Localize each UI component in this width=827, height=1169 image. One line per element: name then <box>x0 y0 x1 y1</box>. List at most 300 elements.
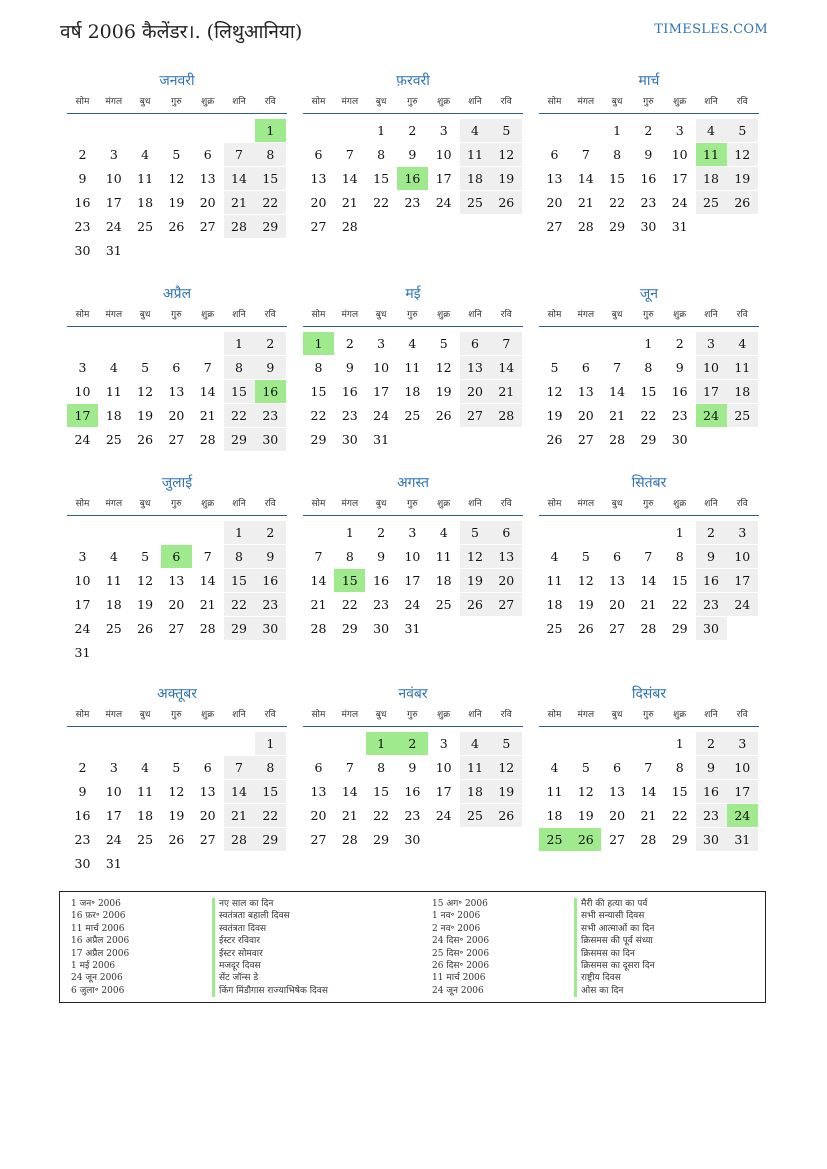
day-cell[interactable]: 5 <box>581 549 590 564</box>
day-cell[interactable]: 8 <box>224 545 255 568</box>
day-cell[interactable]: 22 <box>224 404 255 427</box>
day-cell[interactable]: 29 <box>310 432 327 447</box>
day-cell[interactable]: 21 <box>341 808 358 823</box>
day-cell[interactable]: 15 <box>671 573 688 588</box>
day-cell[interactable]: 10 <box>671 147 688 162</box>
day-cell[interactable]: 5 <box>581 760 590 775</box>
day-cell[interactable]: 26 <box>491 191 522 214</box>
day-cell[interactable]: 25 <box>105 432 122 447</box>
day-cell[interactable]: 8 <box>644 360 653 375</box>
day-cell[interactable]: 13 <box>460 356 491 379</box>
day-cell[interactable]: 30 <box>255 428 286 451</box>
day-cell[interactable]: 24 <box>105 219 122 234</box>
day-cell[interactable]: 23 <box>255 404 286 427</box>
day-cell[interactable]: 23 <box>640 195 657 210</box>
day-cell[interactable]: 22 <box>310 408 327 423</box>
day-cell[interactable]: 25 <box>460 191 491 214</box>
day-cell[interactable]: 7 <box>644 549 653 564</box>
day-cell[interactable]: 19 <box>168 808 185 823</box>
day-cell[interactable]: 11 <box>105 384 122 399</box>
day-cell[interactable]: 24 <box>74 432 91 447</box>
day-cell[interactable]: 3 <box>696 332 727 355</box>
day-cell[interactable]: 24 <box>105 832 122 847</box>
day-cell[interactable]: 4 <box>141 147 150 162</box>
day-cell[interactable]: 12 <box>435 360 452 375</box>
day-cell[interactable]: 15 <box>640 384 657 399</box>
day-cell[interactable]: 8 <box>345 549 354 564</box>
day-cell[interactable]: 15 <box>373 784 390 799</box>
day-cell[interactable]: 30 <box>696 617 727 640</box>
day-cell[interactable]: 13 <box>609 784 626 799</box>
day-cell[interactable]: 12 <box>460 545 491 568</box>
day-cell[interactable]: 24 <box>74 621 91 636</box>
day-cell[interactable]: 10 <box>696 356 727 379</box>
day-cell[interactable]: 16 <box>373 573 390 588</box>
day-cell[interactable]: 17 <box>404 573 421 588</box>
day-cell[interactable]: 3 <box>727 521 758 544</box>
day-cell[interactable]: 9 <box>644 147 653 162</box>
day-cell[interactable]: 27 <box>168 432 185 447</box>
day-cell[interactable]: 26 <box>577 621 594 636</box>
day-cell[interactable]: 18 <box>137 808 154 823</box>
holiday-day-cell[interactable]: 24 <box>696 404 727 427</box>
day-cell[interactable]: 7 <box>345 760 354 775</box>
day-cell[interactable]: 29 <box>640 432 657 447</box>
day-cell[interactable]: 20 <box>310 195 327 210</box>
day-cell[interactable]: 5 <box>460 521 491 544</box>
day-cell[interactable]: 26 <box>546 432 563 447</box>
day-cell[interactable]: 28 <box>609 432 626 447</box>
day-cell[interactable]: 20 <box>199 808 216 823</box>
day-cell[interactable]: 22 <box>224 593 255 616</box>
day-cell[interactable]: 6 <box>613 760 622 775</box>
day-cell[interactable]: 30 <box>373 621 390 636</box>
day-cell[interactable]: 10 <box>74 573 91 588</box>
day-cell[interactable]: 17 <box>373 384 390 399</box>
day-cell[interactable]: 6 <box>203 147 212 162</box>
holiday-day-cell[interactable]: 1 <box>303 332 334 355</box>
day-cell[interactable]: 17 <box>727 569 758 592</box>
day-cell[interactable]: 31 <box>671 219 688 234</box>
day-cell[interactable]: 6 <box>460 332 491 355</box>
day-cell[interactable]: 2 <box>696 732 727 755</box>
day-cell[interactable]: 16 <box>671 384 688 399</box>
day-cell[interactable]: 26 <box>460 593 491 616</box>
day-cell[interactable]: 15 <box>224 569 255 592</box>
day-cell[interactable]: 7 <box>314 549 323 564</box>
day-cell[interactable]: 21 <box>609 408 626 423</box>
day-cell[interactable]: 6 <box>581 360 590 375</box>
day-cell[interactable]: 30 <box>341 432 358 447</box>
day-cell[interactable]: 13 <box>168 384 185 399</box>
day-cell[interactable]: 6 <box>314 760 323 775</box>
day-cell[interactable]: 5 <box>550 360 559 375</box>
day-cell[interactable]: 16 <box>404 784 421 799</box>
day-cell[interactable]: 19 <box>546 408 563 423</box>
day-cell[interactable]: 31 <box>74 645 91 660</box>
day-cell[interactable]: 12 <box>491 756 522 779</box>
day-cell[interactable]: 9 <box>408 760 417 775</box>
day-cell[interactable]: 18 <box>435 573 452 588</box>
day-cell[interactable]: 5 <box>141 360 150 375</box>
brand-link[interactable]: TIMESLES.COM <box>654 22 768 37</box>
day-cell[interactable]: 5 <box>172 760 181 775</box>
day-cell[interactable]: 15 <box>255 780 286 803</box>
day-cell[interactable]: 8 <box>613 147 622 162</box>
day-cell[interactable]: 18 <box>696 167 727 190</box>
day-cell[interactable]: 27 <box>577 432 594 447</box>
day-cell[interactable]: 6 <box>172 360 181 375</box>
day-cell[interactable]: 21 <box>341 195 358 210</box>
day-cell[interactable]: 8 <box>675 760 684 775</box>
day-cell[interactable]: 31 <box>404 621 421 636</box>
day-cell[interactable]: 9 <box>408 147 417 162</box>
day-cell[interactable]: 18 <box>105 408 122 423</box>
day-cell[interactable]: 12 <box>546 384 563 399</box>
day-cell[interactable]: 19 <box>577 597 594 612</box>
day-cell[interactable]: 1 <box>345 525 354 540</box>
day-cell[interactable]: 15 <box>310 384 327 399</box>
day-cell[interactable]: 7 <box>203 549 212 564</box>
day-cell[interactable]: 15 <box>373 171 390 186</box>
day-cell[interactable]: 21 <box>224 804 255 827</box>
day-cell[interactable]: 8 <box>224 356 255 379</box>
day-cell[interactable]: 20 <box>609 597 626 612</box>
day-cell[interactable]: 1 <box>644 336 653 351</box>
day-cell[interactable]: 20 <box>577 408 594 423</box>
day-cell[interactable]: 23 <box>74 219 91 234</box>
day-cell[interactable]: 4 <box>550 549 559 564</box>
day-cell[interactable]: 13 <box>546 171 563 186</box>
holiday-day-cell[interactable]: 25 <box>539 828 570 851</box>
day-cell[interactable]: 16 <box>74 195 91 210</box>
day-cell[interactable]: 8 <box>675 549 684 564</box>
day-cell[interactable]: 27 <box>609 621 626 636</box>
day-cell[interactable]: 9 <box>696 756 727 779</box>
day-cell[interactable]: 14 <box>199 573 216 588</box>
day-cell[interactable]: 2 <box>345 336 354 351</box>
day-cell[interactable]: 29 <box>255 828 286 851</box>
day-cell[interactable]: 13 <box>310 784 327 799</box>
day-cell[interactable]: 15 <box>609 171 626 186</box>
day-cell[interactable]: 12 <box>577 784 594 799</box>
day-cell[interactable]: 13 <box>577 384 594 399</box>
day-cell[interactable]: 20 <box>168 597 185 612</box>
day-cell[interactable]: 28 <box>199 621 216 636</box>
day-cell[interactable]: 29 <box>609 219 626 234</box>
day-cell[interactable]: 19 <box>435 384 452 399</box>
day-cell[interactable]: 22 <box>640 408 657 423</box>
holiday-day-cell[interactable]: 26 <box>570 828 601 851</box>
day-cell[interactable]: 7 <box>345 147 354 162</box>
day-cell[interactable]: 3 <box>675 123 684 138</box>
day-cell[interactable]: 17 <box>696 380 727 403</box>
day-cell[interactable]: 23 <box>341 408 358 423</box>
day-cell[interactable]: 3 <box>439 736 448 751</box>
day-cell[interactable]: 31 <box>105 243 122 258</box>
day-cell[interactable]: 7 <box>613 360 622 375</box>
day-cell[interactable]: 19 <box>727 167 758 190</box>
day-cell[interactable]: 2 <box>78 760 87 775</box>
day-cell[interactable]: 28 <box>491 404 522 427</box>
day-cell[interactable]: 25 <box>435 597 452 612</box>
day-cell[interactable]: 14 <box>341 171 358 186</box>
day-cell[interactable]: 27 <box>460 404 491 427</box>
day-cell[interactable]: 17 <box>727 780 758 803</box>
day-cell[interactable]: 21 <box>224 191 255 214</box>
day-cell[interactable]: 2 <box>255 332 286 355</box>
day-cell[interactable]: 10 <box>74 384 91 399</box>
day-cell[interactable]: 11 <box>435 549 452 564</box>
day-cell[interactable]: 20 <box>460 380 491 403</box>
day-cell[interactable]: 3 <box>727 732 758 755</box>
day-cell[interactable]: 20 <box>168 408 185 423</box>
day-cell[interactable]: 22 <box>671 597 688 612</box>
day-cell[interactable]: 18 <box>105 597 122 612</box>
day-cell[interactable]: 25 <box>696 191 727 214</box>
day-cell[interactable]: 7 <box>581 147 590 162</box>
day-cell[interactable]: 19 <box>577 808 594 823</box>
day-cell[interactable]: 22 <box>255 191 286 214</box>
day-cell[interactable]: 3 <box>408 525 417 540</box>
day-cell[interactable]: 21 <box>577 195 594 210</box>
day-cell[interactable]: 29 <box>224 428 255 451</box>
day-cell[interactable]: 27 <box>310 219 327 234</box>
day-cell[interactable]: 11 <box>137 171 154 186</box>
day-cell[interactable]: 18 <box>727 380 758 403</box>
day-cell[interactable]: 27 <box>609 832 626 847</box>
day-cell[interactable]: 4 <box>727 332 758 355</box>
holiday-day-cell[interactable]: 2 <box>397 732 428 755</box>
day-cell[interactable]: 8 <box>377 147 386 162</box>
day-cell[interactable]: 2 <box>675 336 684 351</box>
day-cell[interactable]: 28 <box>640 832 657 847</box>
day-cell[interactable]: 28 <box>341 832 358 847</box>
day-cell[interactable]: 11 <box>404 360 421 375</box>
day-cell[interactable]: 7 <box>644 760 653 775</box>
day-cell[interactable]: 26 <box>727 191 758 214</box>
holiday-day-cell[interactable]: 6 <box>161 545 192 568</box>
day-cell[interactable]: 16 <box>696 569 727 592</box>
day-cell[interactable]: 30 <box>640 219 657 234</box>
day-cell[interactable]: 30 <box>74 243 91 258</box>
day-cell[interactable]: 29 <box>341 621 358 636</box>
day-cell[interactable]: 15 <box>671 784 688 799</box>
day-cell[interactable]: 26 <box>137 432 154 447</box>
day-cell[interactable]: 3 <box>377 336 386 351</box>
day-cell[interactable]: 4 <box>460 732 491 755</box>
day-cell[interactable]: 4 <box>460 119 491 142</box>
day-cell[interactable]: 11 <box>546 573 563 588</box>
day-cell[interactable]: 21 <box>199 597 216 612</box>
day-cell[interactable]: 16 <box>696 780 727 803</box>
day-cell[interactable]: 26 <box>491 804 522 827</box>
day-cell[interactable]: 19 <box>491 167 522 190</box>
day-cell[interactable]: 10 <box>435 147 452 162</box>
day-cell[interactable]: 8 <box>377 760 386 775</box>
day-cell[interactable]: 9 <box>696 545 727 568</box>
day-cell[interactable]: 21 <box>491 380 522 403</box>
day-cell[interactable]: 10 <box>435 760 452 775</box>
day-cell[interactable]: 22 <box>341 597 358 612</box>
holiday-day-cell[interactable]: 16 <box>397 167 428 190</box>
day-cell[interactable]: 9 <box>345 360 354 375</box>
day-cell[interactable]: 5 <box>172 147 181 162</box>
day-cell[interactable]: 4 <box>408 336 417 351</box>
day-cell[interactable]: 10 <box>404 549 421 564</box>
day-cell[interactable]: 3 <box>78 549 87 564</box>
day-cell[interactable]: 14 <box>609 384 626 399</box>
day-cell[interactable]: 6 <box>314 147 323 162</box>
holiday-day-cell[interactable]: 1 <box>366 732 397 755</box>
holiday-day-cell[interactable]: 24 <box>727 804 758 827</box>
day-cell[interactable]: 6 <box>613 549 622 564</box>
day-cell[interactable]: 14 <box>491 356 522 379</box>
holiday-day-cell[interactable]: 1 <box>255 119 286 142</box>
day-cell[interactable]: 30 <box>74 856 91 871</box>
day-cell[interactable]: 31 <box>727 828 758 851</box>
day-cell[interactable]: 28 <box>199 432 216 447</box>
day-cell[interactable]: 25 <box>105 621 122 636</box>
day-cell[interactable]: 25 <box>137 832 154 847</box>
day-cell[interactable]: 14 <box>640 573 657 588</box>
day-cell[interactable]: 27 <box>199 832 216 847</box>
day-cell[interactable]: 5 <box>439 336 448 351</box>
day-cell[interactable]: 7 <box>224 143 255 166</box>
day-cell[interactable]: 12 <box>137 384 154 399</box>
day-cell[interactable]: 12 <box>577 573 594 588</box>
day-cell[interactable]: 17 <box>671 171 688 186</box>
day-cell[interactable]: 25 <box>727 404 758 427</box>
day-cell[interactable]: 22 <box>671 808 688 823</box>
day-cell[interactable]: 9 <box>255 545 286 568</box>
day-cell[interactable]: 14 <box>577 171 594 186</box>
day-cell[interactable]: 2 <box>78 147 87 162</box>
day-cell[interactable]: 1 <box>675 525 684 540</box>
holiday-day-cell[interactable]: 15 <box>334 569 365 592</box>
day-cell[interactable]: 27 <box>199 219 216 234</box>
day-cell[interactable]: 19 <box>460 569 491 592</box>
day-cell[interactable]: 15 <box>255 167 286 190</box>
day-cell[interactable]: 14 <box>199 384 216 399</box>
day-cell[interactable]: 2 <box>644 123 653 138</box>
day-cell[interactable]: 27 <box>546 219 563 234</box>
day-cell[interactable]: 17 <box>105 808 122 823</box>
day-cell[interactable]: 13 <box>168 573 185 588</box>
day-cell[interactable]: 3 <box>439 123 448 138</box>
day-cell[interactable]: 13 <box>199 171 216 186</box>
day-cell[interactable]: 23 <box>696 804 727 827</box>
day-cell[interactable]: 7 <box>203 360 212 375</box>
day-cell[interactable]: 1 <box>224 332 255 355</box>
day-cell[interactable]: 25 <box>137 219 154 234</box>
day-cell[interactable]: 27 <box>310 832 327 847</box>
day-cell[interactable]: 21 <box>199 408 216 423</box>
day-cell[interactable]: 21 <box>640 808 657 823</box>
day-cell[interactable]: 23 <box>74 832 91 847</box>
day-cell[interactable]: 27 <box>491 593 522 616</box>
day-cell[interactable]: 17 <box>105 195 122 210</box>
day-cell[interactable]: 4 <box>696 119 727 142</box>
day-cell[interactable]: 16 <box>341 384 358 399</box>
day-cell[interactable]: 23 <box>404 195 421 210</box>
day-cell[interactable]: 15 <box>224 380 255 403</box>
day-cell[interactable]: 29 <box>373 832 390 847</box>
day-cell[interactable]: 10 <box>105 784 122 799</box>
day-cell[interactable]: 28 <box>224 828 255 851</box>
day-cell[interactable]: 12 <box>727 143 758 166</box>
day-cell[interactable]: 14 <box>224 167 255 190</box>
day-cell[interactable]: 11 <box>546 784 563 799</box>
day-cell[interactable]: 9 <box>78 784 87 799</box>
day-cell[interactable]: 5 <box>141 549 150 564</box>
day-cell[interactable]: 3 <box>109 760 118 775</box>
day-cell[interactable]: 17 <box>74 597 91 612</box>
holiday-day-cell[interactable]: 16 <box>255 380 286 403</box>
day-cell[interactable]: 22 <box>255 804 286 827</box>
day-cell[interactable]: 3 <box>78 360 87 375</box>
day-cell[interactable]: 18 <box>546 597 563 612</box>
day-cell[interactable]: 4 <box>109 360 118 375</box>
day-cell[interactable]: 10 <box>727 545 758 568</box>
day-cell[interactable]: 29 <box>671 832 688 847</box>
day-cell[interactable]: 20 <box>609 808 626 823</box>
day-cell[interactable]: 13 <box>491 545 522 568</box>
day-cell[interactable]: 3 <box>109 147 118 162</box>
day-cell[interactable]: 23 <box>373 597 390 612</box>
day-cell[interactable]: 18 <box>546 808 563 823</box>
day-cell[interactable]: 26 <box>435 408 452 423</box>
day-cell[interactable]: 30 <box>671 432 688 447</box>
day-cell[interactable]: 7 <box>491 332 522 355</box>
day-cell[interactable]: 18 <box>460 167 491 190</box>
day-cell[interactable]: 24 <box>727 593 758 616</box>
day-cell[interactable]: 23 <box>671 408 688 423</box>
day-cell[interactable]: 20 <box>546 195 563 210</box>
day-cell[interactable]: 16 <box>255 569 286 592</box>
day-cell[interactable]: 21 <box>310 597 327 612</box>
day-cell[interactable]: 25 <box>546 621 563 636</box>
day-cell[interactable]: 28 <box>341 219 358 234</box>
day-cell[interactable]: 30 <box>696 828 727 851</box>
day-cell[interactable]: 2 <box>696 521 727 544</box>
day-cell[interactable]: 27 <box>168 621 185 636</box>
day-cell[interactable]: 12 <box>491 143 522 166</box>
day-cell[interactable]: 1 <box>613 123 622 138</box>
day-cell[interactable]: 11 <box>460 143 491 166</box>
day-cell[interactable]: 14 <box>341 784 358 799</box>
day-cell[interactable]: 17 <box>435 784 452 799</box>
day-cell[interactable]: 31 <box>373 432 390 447</box>
day-cell[interactable]: 1 <box>255 732 286 755</box>
day-cell[interactable]: 25 <box>460 804 491 827</box>
day-cell[interactable]: 11 <box>727 356 758 379</box>
day-cell[interactable]: 14 <box>310 573 327 588</box>
day-cell[interactable]: 19 <box>137 408 154 423</box>
day-cell[interactable]: 1 <box>377 123 386 138</box>
day-cell[interactable]: 24 <box>435 808 452 823</box>
day-cell[interactable]: 24 <box>404 597 421 612</box>
day-cell[interactable]: 16 <box>74 808 91 823</box>
day-cell[interactable]: 10 <box>373 360 390 375</box>
day-cell[interactable]: 22 <box>373 195 390 210</box>
day-cell[interactable]: 24 <box>373 408 390 423</box>
day-cell[interactable]: 20 <box>310 808 327 823</box>
day-cell[interactable]: 8 <box>314 360 323 375</box>
day-cell[interactable]: 12 <box>168 784 185 799</box>
day-cell[interactable]: 9 <box>255 356 286 379</box>
day-cell[interactable]: 17 <box>435 171 452 186</box>
